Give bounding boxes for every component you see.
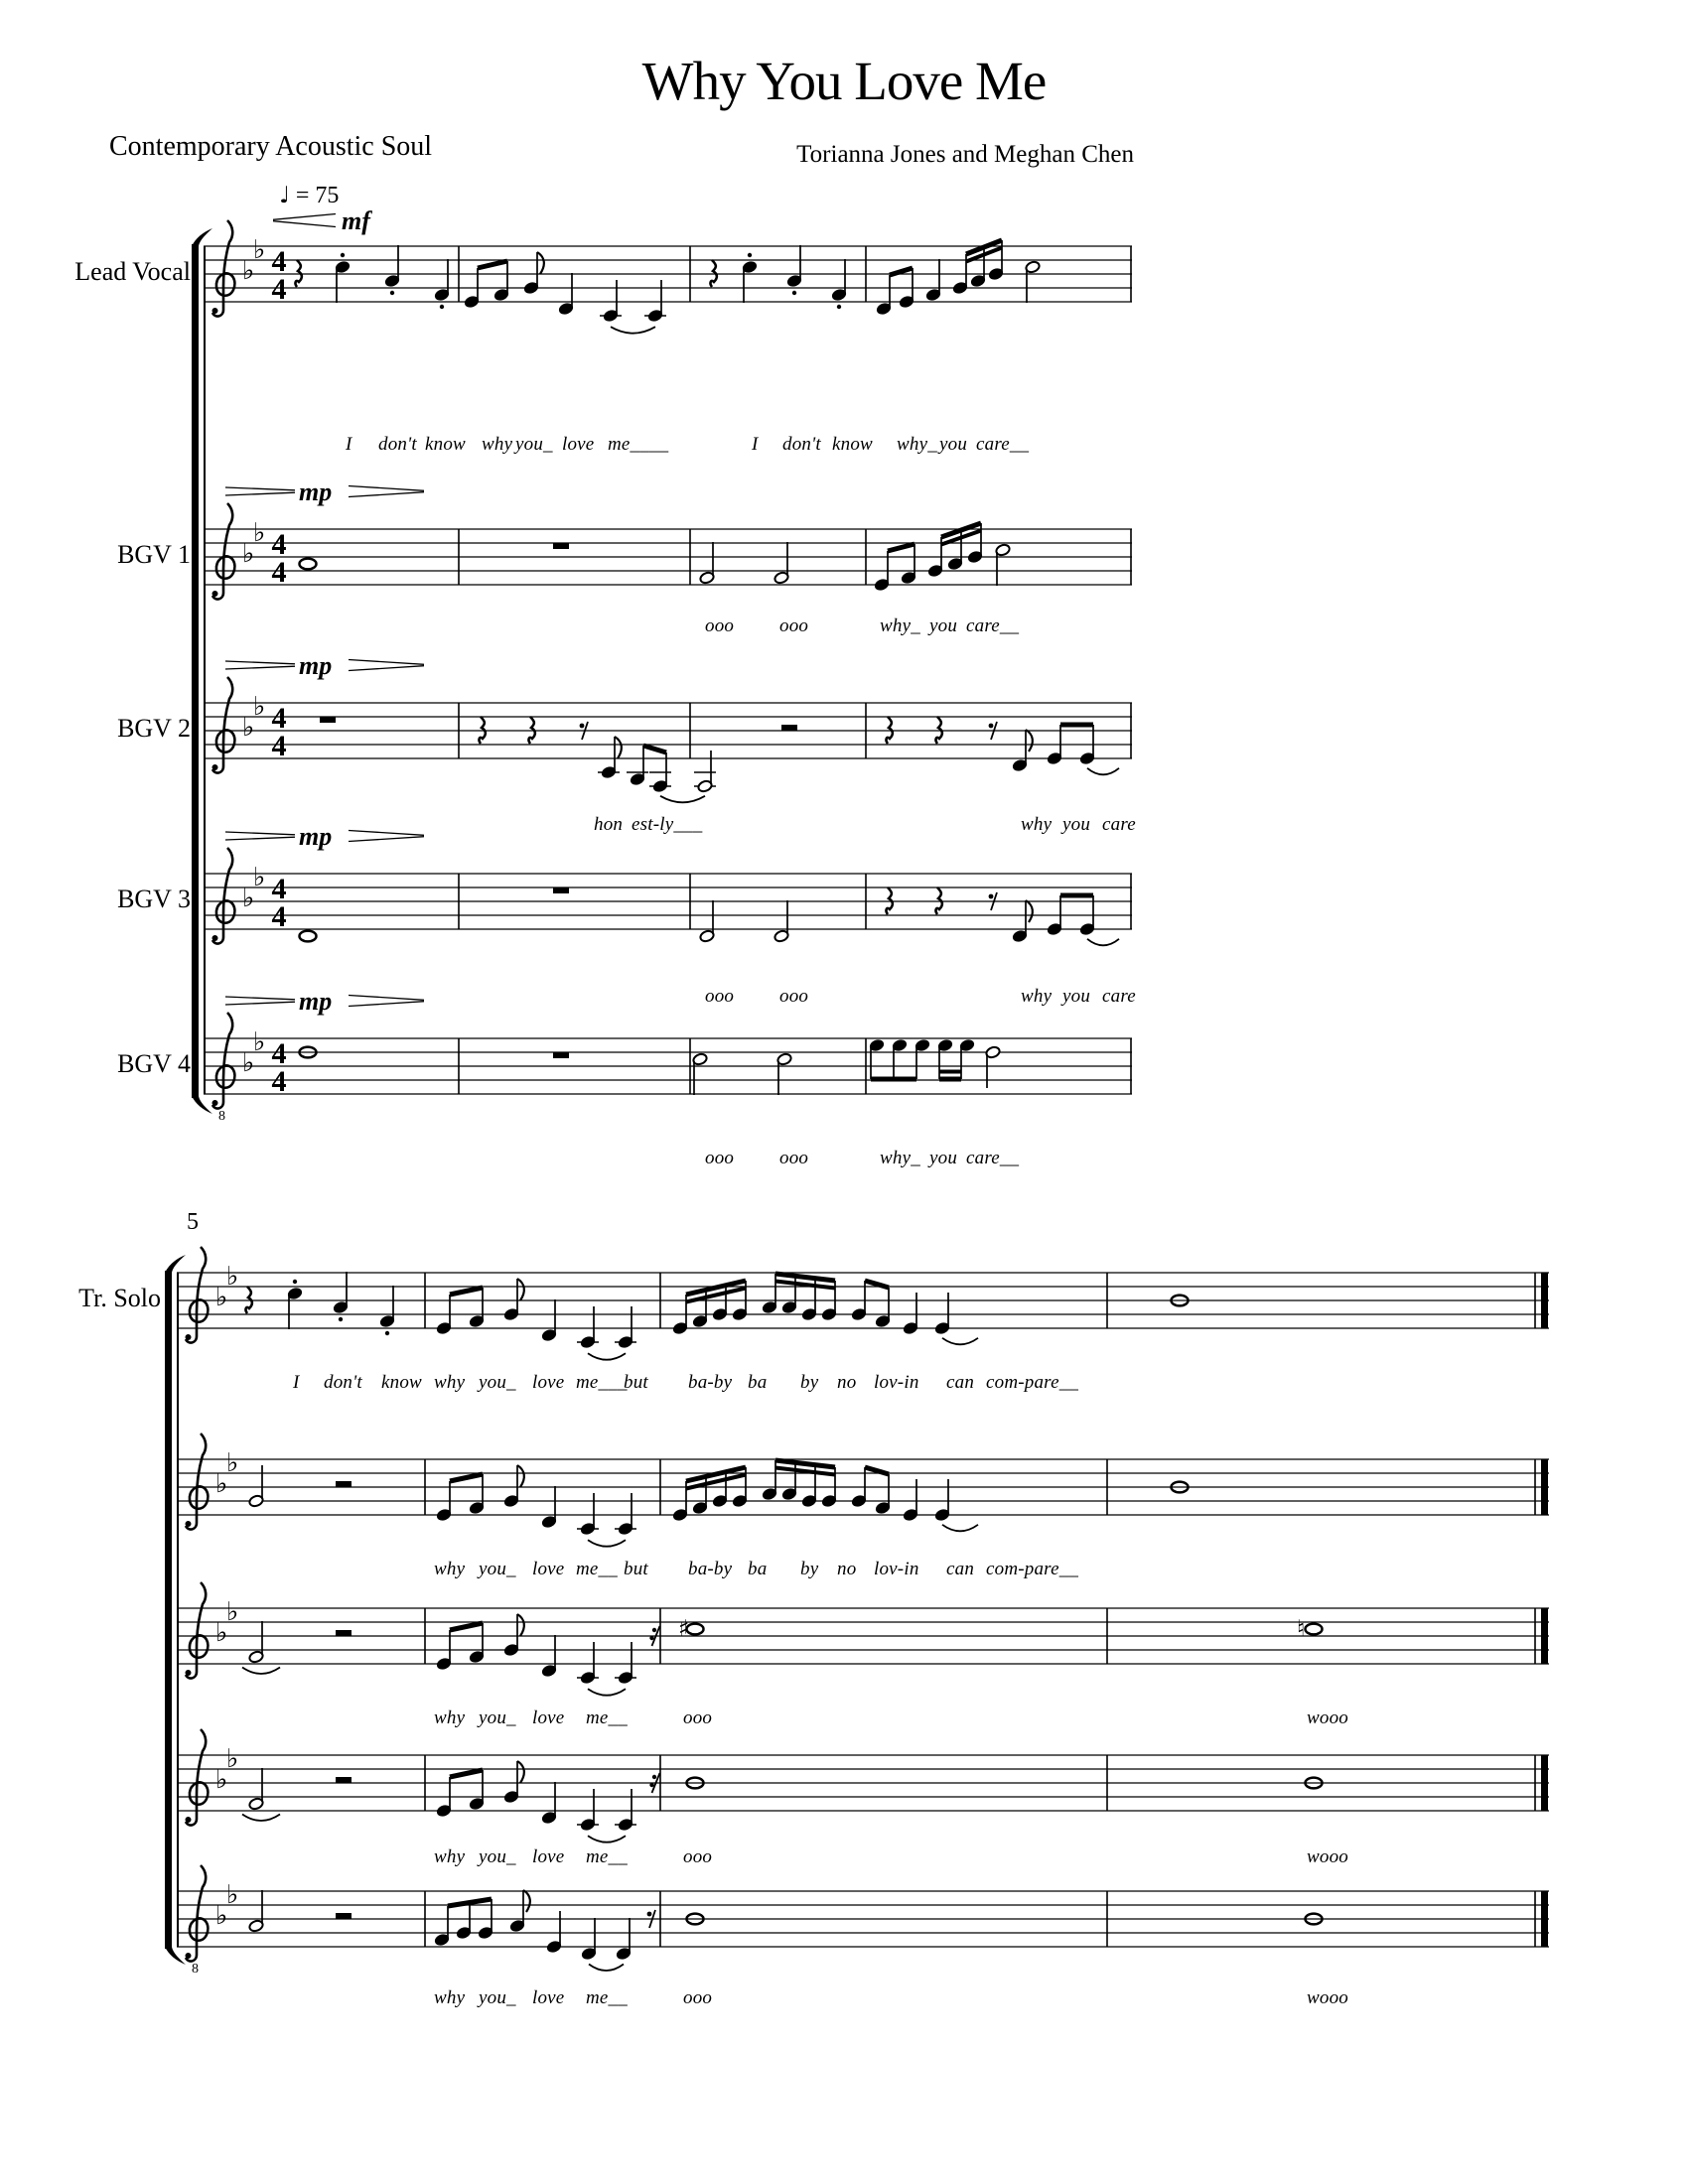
lyric-word: why — [1021, 986, 1053, 1007]
staff-label-bgv-3: BGV 3 — [117, 885, 191, 913]
final-barline — [1541, 1608, 1548, 1664]
lyric-word: love — [532, 1559, 565, 1579]
quarter-note-icon: ♩ — [279, 183, 290, 208]
time-signature-bottom: 4 — [271, 273, 287, 306]
lyric-word: no — [837, 1372, 857, 1393]
time-signature-bottom: 4 — [271, 730, 287, 762]
dynamic-marking: mp — [299, 987, 333, 1016]
time-signature-top: 4 — [271, 1037, 287, 1070]
flat-icon: ♭ — [226, 1744, 239, 1774]
measure-number: 5 — [187, 1209, 199, 1235]
time-signature-top: 4 — [271, 873, 287, 905]
flat-icon: ♭ — [226, 1448, 239, 1478]
flat-icon: ♭ — [242, 884, 255, 913]
lyric-word: ba-by — [688, 1559, 733, 1579]
lyric-word: ooo — [779, 615, 809, 636]
time-signature-top: 4 — [271, 702, 287, 735]
lyric-word: why_ — [880, 615, 920, 636]
octave-8-marker: 8 — [218, 1109, 225, 1124]
octave-8-marker: 8 — [192, 1962, 199, 1977]
lyric-word: wooo — [1307, 1707, 1348, 1728]
lyric-word: why — [434, 1559, 466, 1579]
lyric-word: can — [946, 1559, 975, 1579]
flat-icon: ♭ — [215, 1901, 228, 1931]
lyric-word: me___ — [576, 1372, 628, 1393]
staff-voice-2 — [177, 1400, 1549, 1573]
dynamic-marking: mf — [342, 206, 370, 235]
lyric-word: I — [346, 434, 352, 455]
tempo-value: = 75 — [295, 183, 340, 208]
lyric-word: I — [752, 434, 759, 455]
time-signature-bottom: 4 — [271, 556, 287, 589]
lyric-word: you — [929, 1148, 958, 1168]
lyric-word: me____ — [608, 434, 669, 455]
lyric-word: know — [832, 434, 873, 455]
lyric-word: you — [1062, 814, 1091, 835]
dynamic-marking: mp — [299, 822, 333, 851]
flat-icon: ♭ — [215, 1618, 228, 1648]
lyric-word: me__ — [586, 1707, 628, 1728]
flat-icon: ♭ — [253, 692, 266, 722]
lyric-word: care__ — [966, 615, 1020, 636]
lyric-word: know — [425, 434, 466, 455]
lyric-word: love — [562, 434, 595, 455]
time-signature-bottom: 4 — [271, 900, 287, 933]
lyric-word: why — [1021, 814, 1053, 835]
lyric-word: ba — [748, 1559, 768, 1579]
lyric-word: ba — [748, 1372, 768, 1393]
lyric-word: ooo — [779, 986, 809, 1007]
lyric-word: hon — [594, 814, 624, 835]
lyric-word: love — [532, 1846, 565, 1867]
lyric-word: by — [800, 1372, 819, 1393]
lyric-word: why_ — [897, 434, 937, 455]
lyric-word: you_ — [479, 1846, 516, 1867]
lyric-word: me__ — [576, 1559, 618, 1579]
lyric-word: you — [1062, 986, 1091, 1007]
flat-icon: ♭ — [253, 235, 266, 265]
page-title: Why You Love Me — [641, 51, 1047, 111]
lyric-word: you_ — [515, 434, 553, 455]
flat-icon: ♭ — [253, 863, 266, 892]
flat-icon: ♭ — [242, 256, 255, 286]
lyric-word: love — [532, 1372, 565, 1393]
composer-credit: Torianna Jones and Meghan Chen — [796, 141, 1134, 168]
lyric-word: care — [1102, 986, 1136, 1007]
lyric-word: don't — [324, 1372, 362, 1393]
final-barline — [1541, 1459, 1548, 1515]
lyric-word: ooo — [683, 1987, 713, 2008]
final-barline — [1541, 1891, 1548, 1947]
lyric-word: don't — [782, 434, 821, 455]
staff-label-tr-solo: Tr. Solo — [78, 1284, 161, 1312]
staff-bgv-4 — [204, 979, 1132, 1153]
lyric-word: est-ly___ — [632, 814, 703, 835]
staff-label-bgv-1: BGV 1 — [117, 540, 191, 569]
time-signature-bottom: 4 — [271, 1065, 287, 1098]
lyric-word: ooo — [705, 615, 735, 636]
final-barline — [1541, 1755, 1548, 1811]
lyric-word: com-pare__ — [986, 1559, 1079, 1579]
flat-icon: ♭ — [242, 713, 255, 743]
flat-icon: ♭ — [242, 1048, 255, 1078]
lyric-word: love — [532, 1707, 565, 1728]
flat-icon: ♭ — [253, 518, 266, 548]
lyric-word: you — [929, 615, 958, 636]
lyric-word: you_ — [479, 1987, 516, 2008]
lyric-word: I — [293, 1372, 300, 1393]
staff-label-bgv-4: BGV 4 — [117, 1049, 191, 1078]
lyric-word: can — [946, 1372, 975, 1393]
dynamic-marking: mp — [299, 478, 333, 506]
time-signature-top: 4 — [271, 528, 287, 561]
lyric-word: ooo — [705, 986, 735, 1007]
time-signature-top: 4 — [271, 245, 287, 278]
lyric-word: why — [434, 1846, 466, 1867]
lyric-word: care — [1102, 814, 1136, 835]
flat-icon: ♭ — [226, 1262, 239, 1292]
staff-tr-solo — [177, 1213, 1549, 1387]
lyric-word: care__ — [966, 1148, 1020, 1168]
lyric-word: com-pare__ — [986, 1372, 1079, 1393]
accidental-natural-icon: ♮ — [1297, 1616, 1306, 1642]
accidental-sharp-icon: ♯ — [678, 1616, 690, 1642]
dynamic-marking: mp — [299, 651, 333, 680]
lyric-word: you — [939, 434, 968, 455]
final-barline — [1541, 1273, 1548, 1328]
lyric-word: why — [434, 1987, 466, 2008]
lyric-word: why — [434, 1707, 466, 1728]
staff-lead-vocal — [204, 187, 1132, 360]
lyric-word: ba-by — [688, 1372, 733, 1393]
style-subtitle: Contemporary Acoustic Soul — [109, 131, 433, 162]
staff-bgv-2 — [204, 643, 1132, 817]
lyric-word: love — [532, 1987, 565, 2008]
lyric-word: but — [624, 1372, 648, 1393]
lyric-word: ooo — [683, 1846, 713, 1867]
lyric-word: don't — [378, 434, 417, 455]
lyric-word: you_ — [479, 1707, 516, 1728]
lyric-word: me__ — [586, 1987, 628, 2008]
lyric-word: by — [800, 1559, 819, 1579]
staff-label-bgv-2: BGV 2 — [117, 714, 191, 743]
staff-label-lead-vocal: Lead Vocal — [74, 257, 191, 286]
lyric-word: you_ — [479, 1372, 516, 1393]
lyric-word: why — [482, 434, 513, 455]
flat-icon: ♭ — [226, 1880, 239, 1910]
lyric-word: why — [434, 1372, 466, 1393]
lyric-word: lov-in — [874, 1559, 919, 1579]
flat-icon: ♭ — [215, 1469, 228, 1499]
lyric-word: ooo — [683, 1707, 713, 1728]
lyric-word: ooo — [779, 1148, 809, 1168]
flat-icon: ♭ — [253, 1027, 266, 1057]
lyric-word: know — [381, 1372, 422, 1393]
flat-icon: ♭ — [215, 1765, 228, 1795]
lyric-word: lov-in — [874, 1372, 919, 1393]
flat-icon: ♭ — [242, 539, 255, 569]
lyric-word: wooo — [1307, 1987, 1348, 2008]
lyric-word: ooo — [705, 1148, 735, 1168]
staff-voice-5 — [177, 1832, 1549, 2005]
flat-icon: ♭ — [215, 1283, 228, 1312]
lyric-word: care__ — [976, 434, 1030, 455]
lyric-word: wooo — [1307, 1846, 1348, 1867]
lyric-word: no — [837, 1559, 857, 1579]
lyric-word: me__ — [586, 1846, 628, 1867]
lyric-word: you_ — [479, 1559, 516, 1579]
flat-icon: ♭ — [226, 1597, 239, 1627]
lyric-word: but — [624, 1559, 648, 1579]
lyric-word: why_ — [880, 1148, 920, 1168]
staff-bgv-3 — [204, 814, 1132, 988]
